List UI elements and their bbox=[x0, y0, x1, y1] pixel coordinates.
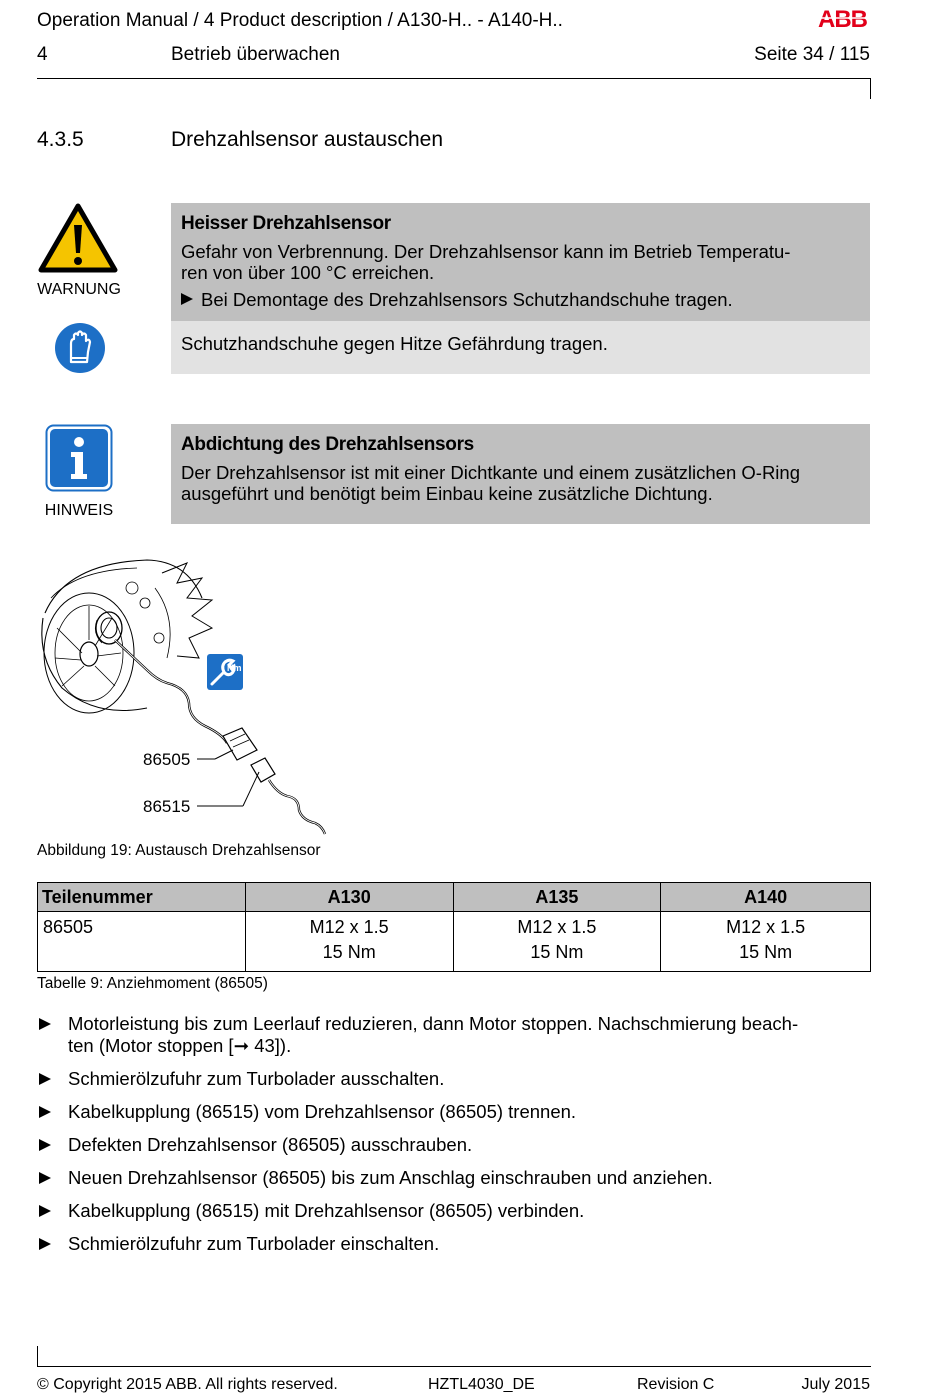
a130-torque: 15 Nm bbox=[322, 942, 376, 962]
list-item bbox=[37, 1233, 871, 1255]
table-header-a135: A135 bbox=[453, 883, 661, 912]
step-arrow-icon bbox=[39, 1018, 51, 1030]
step-6: Kabelkupplung (86515) mit Drehzahlsensor (86505) verbinden. bbox=[68, 1200, 585, 1221]
table-header-a140: A140 bbox=[661, 883, 871, 912]
figure-label-86515: 86515 bbox=[143, 797, 191, 816]
list-item bbox=[37, 1200, 871, 1222]
table-cell-a140 bbox=[661, 912, 871, 972]
torque-wrench-icon bbox=[207, 654, 243, 690]
warning-triangle-icon bbox=[38, 203, 118, 278]
protective-gloves-icon bbox=[54, 322, 106, 379]
table-header-a130: A130 bbox=[245, 883, 453, 912]
footer-rule bbox=[37, 1366, 871, 1367]
table-header-row bbox=[38, 883, 871, 912]
cross-reference-page: 43 bbox=[254, 1035, 275, 1056]
list-item bbox=[37, 1068, 871, 1090]
cross-reference-link[interactable] bbox=[234, 1035, 275, 1056]
step-1-line1: Motorleistung bis zum Leerlauf reduzieren, dann Motor stoppen. Nachschmierung beach- bbox=[68, 1013, 799, 1034]
a135-torque: 15 Nm bbox=[530, 942, 584, 962]
step-3: Kabelkupplung (86515) vom Drehzahlsensor (86505) trennen. bbox=[68, 1101, 577, 1122]
list-item bbox=[37, 1167, 871, 1189]
step-arrow-icon bbox=[39, 1172, 51, 1184]
warning-message-box bbox=[171, 203, 870, 321]
abb-logo-text: ABB bbox=[818, 6, 867, 30]
footer-copyright: © Copyright 2015 ABB. All rights reserved. bbox=[37, 1376, 338, 1393]
section-title: Drehzahlsensor austauschen bbox=[171, 128, 443, 151]
ppe-box bbox=[171, 321, 870, 374]
step-arrow-icon bbox=[39, 1205, 51, 1217]
footer-rule-tick bbox=[37, 1346, 38, 1366]
footer-doc-id: HZTL4030_DE bbox=[428, 1376, 535, 1393]
notice-message-box bbox=[171, 424, 870, 524]
section-number: 4.3.5 bbox=[37, 128, 84, 151]
step-arrow-icon bbox=[39, 1073, 51, 1085]
step-arrow-icon bbox=[181, 293, 193, 305]
warning-text-line2: ren von über 100 °C erreichen. bbox=[181, 262, 435, 283]
figure-caption: Abbildung 19: Austausch Drehzahlsensor bbox=[37, 842, 321, 859]
a135-thread: M12 x 1.5 bbox=[517, 917, 597, 937]
a140-thread: M12 x 1.5 bbox=[726, 917, 806, 937]
ppe-text: Schutzhandschuhe gegen Hitze Gefährdung tragen. bbox=[181, 333, 608, 354]
info-icon bbox=[45, 424, 113, 497]
step-1-post: ]). bbox=[274, 1035, 292, 1056]
page-info: Seite 34 / 115 bbox=[754, 44, 870, 65]
table-cell-part: 86505 bbox=[38, 912, 246, 972]
notice-signal-word: HINWEIS bbox=[44, 502, 114, 519]
procedure-steps bbox=[37, 1013, 871, 1266]
step-arrow-icon bbox=[39, 1139, 51, 1151]
step-5: Neuen Drehzahlsensor (86505) bis zum Anschlag einschrauben und anziehen. bbox=[68, 1167, 713, 1188]
warning-title: Heisser Drehzahlsensor bbox=[181, 213, 391, 234]
arrow-right-icon: ➞ bbox=[233, 1035, 250, 1056]
a140-torque: 15 Nm bbox=[739, 942, 793, 962]
figure-label-86505: 86505 bbox=[143, 750, 191, 769]
a130-thread: M12 x 1.5 bbox=[309, 917, 389, 937]
notice-callout bbox=[171, 424, 870, 524]
notice-text-line1: Der Drehzahlsensor ist mit einer Dichtkante und einem zusätzlichen O-Ring bbox=[181, 462, 800, 483]
step-arrow-icon bbox=[39, 1106, 51, 1118]
notice-text-line2: ausgeführt und benötigt beim Einbau keine zusätzliche Dichtung. bbox=[181, 483, 713, 504]
warning-step bbox=[181, 289, 860, 310]
table-header-part: Teilenummer bbox=[38, 883, 246, 912]
breadcrumb: Operation Manual / 4 Product description / A130-H.. - A140-H.. bbox=[37, 10, 563, 31]
step-2: Schmierölzufuhr zum Turbolader ausschalten. bbox=[68, 1068, 445, 1089]
footer-revision: Revision C bbox=[637, 1376, 715, 1393]
list-item bbox=[37, 1101, 871, 1123]
step-arrow-icon bbox=[39, 1238, 51, 1250]
header-rule bbox=[37, 78, 871, 79]
notice-title: Abdichtung des Drehzahlsensors bbox=[181, 434, 474, 455]
table-cell-a130 bbox=[245, 912, 453, 972]
step-7: Schmierölzufuhr zum Turbolader einschalten. bbox=[68, 1233, 440, 1254]
warning-callout bbox=[171, 203, 870, 374]
step-1-line2 bbox=[68, 1035, 871, 1057]
warning-text-line1: Gefahr von Verbrennung. Der Drehzahlsensor kann im Betrieb Temperatu- bbox=[181, 241, 791, 262]
warning-signal-word: WARNUNG bbox=[37, 281, 121, 298]
warning-step-text: Bei Demontage des Drehzahlsensors Schutzhandschuhe tragen. bbox=[201, 289, 733, 310]
header-rule-tick bbox=[870, 78, 871, 99]
chapter-number: 4 bbox=[37, 44, 48, 65]
torque-badge-text: Nm bbox=[227, 663, 242, 673]
table-cell-a135 bbox=[453, 912, 661, 972]
step-1-pre: ten (Motor stoppen [ bbox=[68, 1035, 234, 1056]
chapter-title: Betrieb überwachen bbox=[171, 44, 340, 65]
table-row bbox=[38, 912, 871, 972]
table-caption: Tabelle 9: Anziehmoment (86505) bbox=[37, 975, 268, 992]
torque-table bbox=[37, 882, 871, 972]
step-4: Defekten Drehzahlsensor (86505) ausschrauben. bbox=[68, 1134, 473, 1155]
list-item bbox=[37, 1134, 871, 1156]
footer-date: July 2015 bbox=[801, 1376, 870, 1393]
abb-logo bbox=[818, 6, 872, 35]
list-item bbox=[37, 1013, 871, 1057]
